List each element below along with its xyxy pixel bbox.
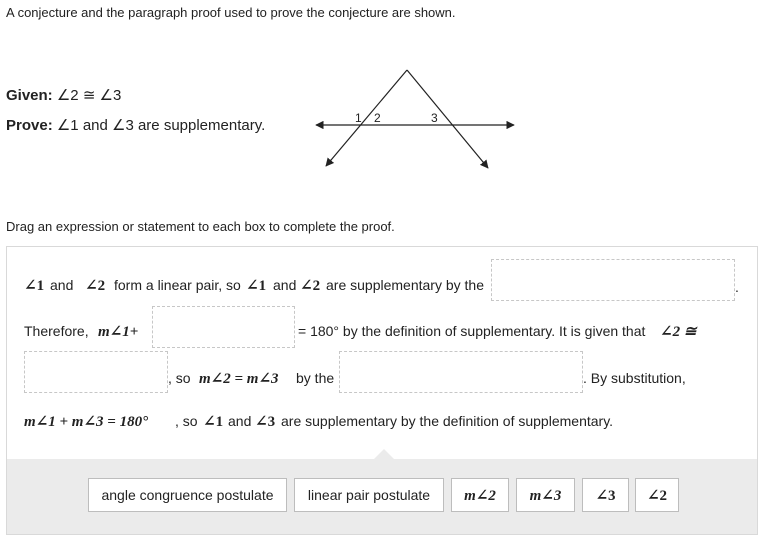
- choice-angle-congruence-postulate[interactable]: [88, 478, 287, 512]
- prove-statement: [6, 116, 265, 134]
- choice-label: ∠2: [646, 487, 668, 504]
- angle-1-ref: ∠1: [24, 278, 45, 294]
- choice-label: linear pair postulate: [307, 487, 431, 503]
- angle-3-ref: ∠3: [255, 414, 276, 430]
- proof-text: are supplementary by the definition of supplementary.: [281, 413, 614, 429]
- math-expression: m∠1 + m∠3 = 180°: [24, 414, 149, 430]
- angle-label-1: 1: [355, 111, 362, 125]
- math-expression: ∠2 ≅: [660, 324, 697, 340]
- tray-pointer: [373, 449, 395, 460]
- proof-text: and: [50, 277, 74, 293]
- proof-text: are supplementary by the: [326, 277, 484, 293]
- angle-1-ref: ∠1: [203, 414, 224, 430]
- drop-box-3[interactable]: [24, 351, 168, 393]
- intro-text: A conjecture and the paragraph proof used to prove the conjecture are shown.: [6, 5, 456, 20]
- drop-box-1[interactable]: [491, 259, 735, 301]
- angle-label-3: 3: [431, 111, 438, 125]
- proof-text: form a linear pair, so: [114, 277, 241, 293]
- proof-text: by the: [296, 370, 335, 386]
- proof-text: and: [228, 413, 252, 429]
- prove-label: Prove:: [6, 117, 53, 134]
- math-expression: m∠1+: [98, 324, 139, 340]
- choice-angle-3[interactable]: [582, 478, 629, 512]
- right-side-line: [407, 70, 488, 168]
- choice-label: ∠3: [595, 487, 616, 504]
- math-expression: m∠2 = m∠3: [199, 371, 279, 387]
- drop-box-2[interactable]: [152, 306, 295, 348]
- proof-text: , so: [175, 413, 198, 429]
- choice-angle-2[interactable]: [635, 478, 679, 512]
- choice-label: m∠3: [529, 487, 562, 504]
- given-statement: [6, 86, 121, 104]
- choice-m-angle-3[interactable]: [516, 478, 575, 512]
- proof-text: . By substitution,: [583, 370, 686, 386]
- angle-2-ref: ∠2: [85, 278, 106, 294]
- drop-box-4[interactable]: [339, 351, 583, 393]
- proof-text: Therefore,: [24, 323, 89, 339]
- angle-2-ref: ∠2: [300, 278, 321, 294]
- given-text: ∠2 ≅ ∠3: [56, 87, 122, 104]
- instructions-text: Drag an expression or statement to each box to complete the proof.: [6, 219, 395, 234]
- proof-text: .: [735, 279, 739, 295]
- proof-text: and: [273, 277, 297, 293]
- angle-label-2: 2: [374, 111, 381, 125]
- prove-text: ∠1 and ∠3 are supplementary.: [56, 117, 266, 134]
- proof-text: = 180° by the definition of supplementary. It is given that: [298, 323, 646, 339]
- choice-m-angle-2[interactable]: [451, 478, 509, 512]
- angle-1-ref: ∠1: [246, 278, 267, 294]
- triangle-figure: [296, 62, 526, 174]
- proof-text: , so: [168, 370, 191, 386]
- given-label: Given:: [6, 87, 53, 104]
- choice-label: m∠2: [464, 487, 496, 504]
- choice-label: angle congruence postulate: [101, 487, 274, 503]
- left-side-line: [326, 70, 407, 166]
- choice-linear-pair-postulate[interactable]: [294, 478, 444, 512]
